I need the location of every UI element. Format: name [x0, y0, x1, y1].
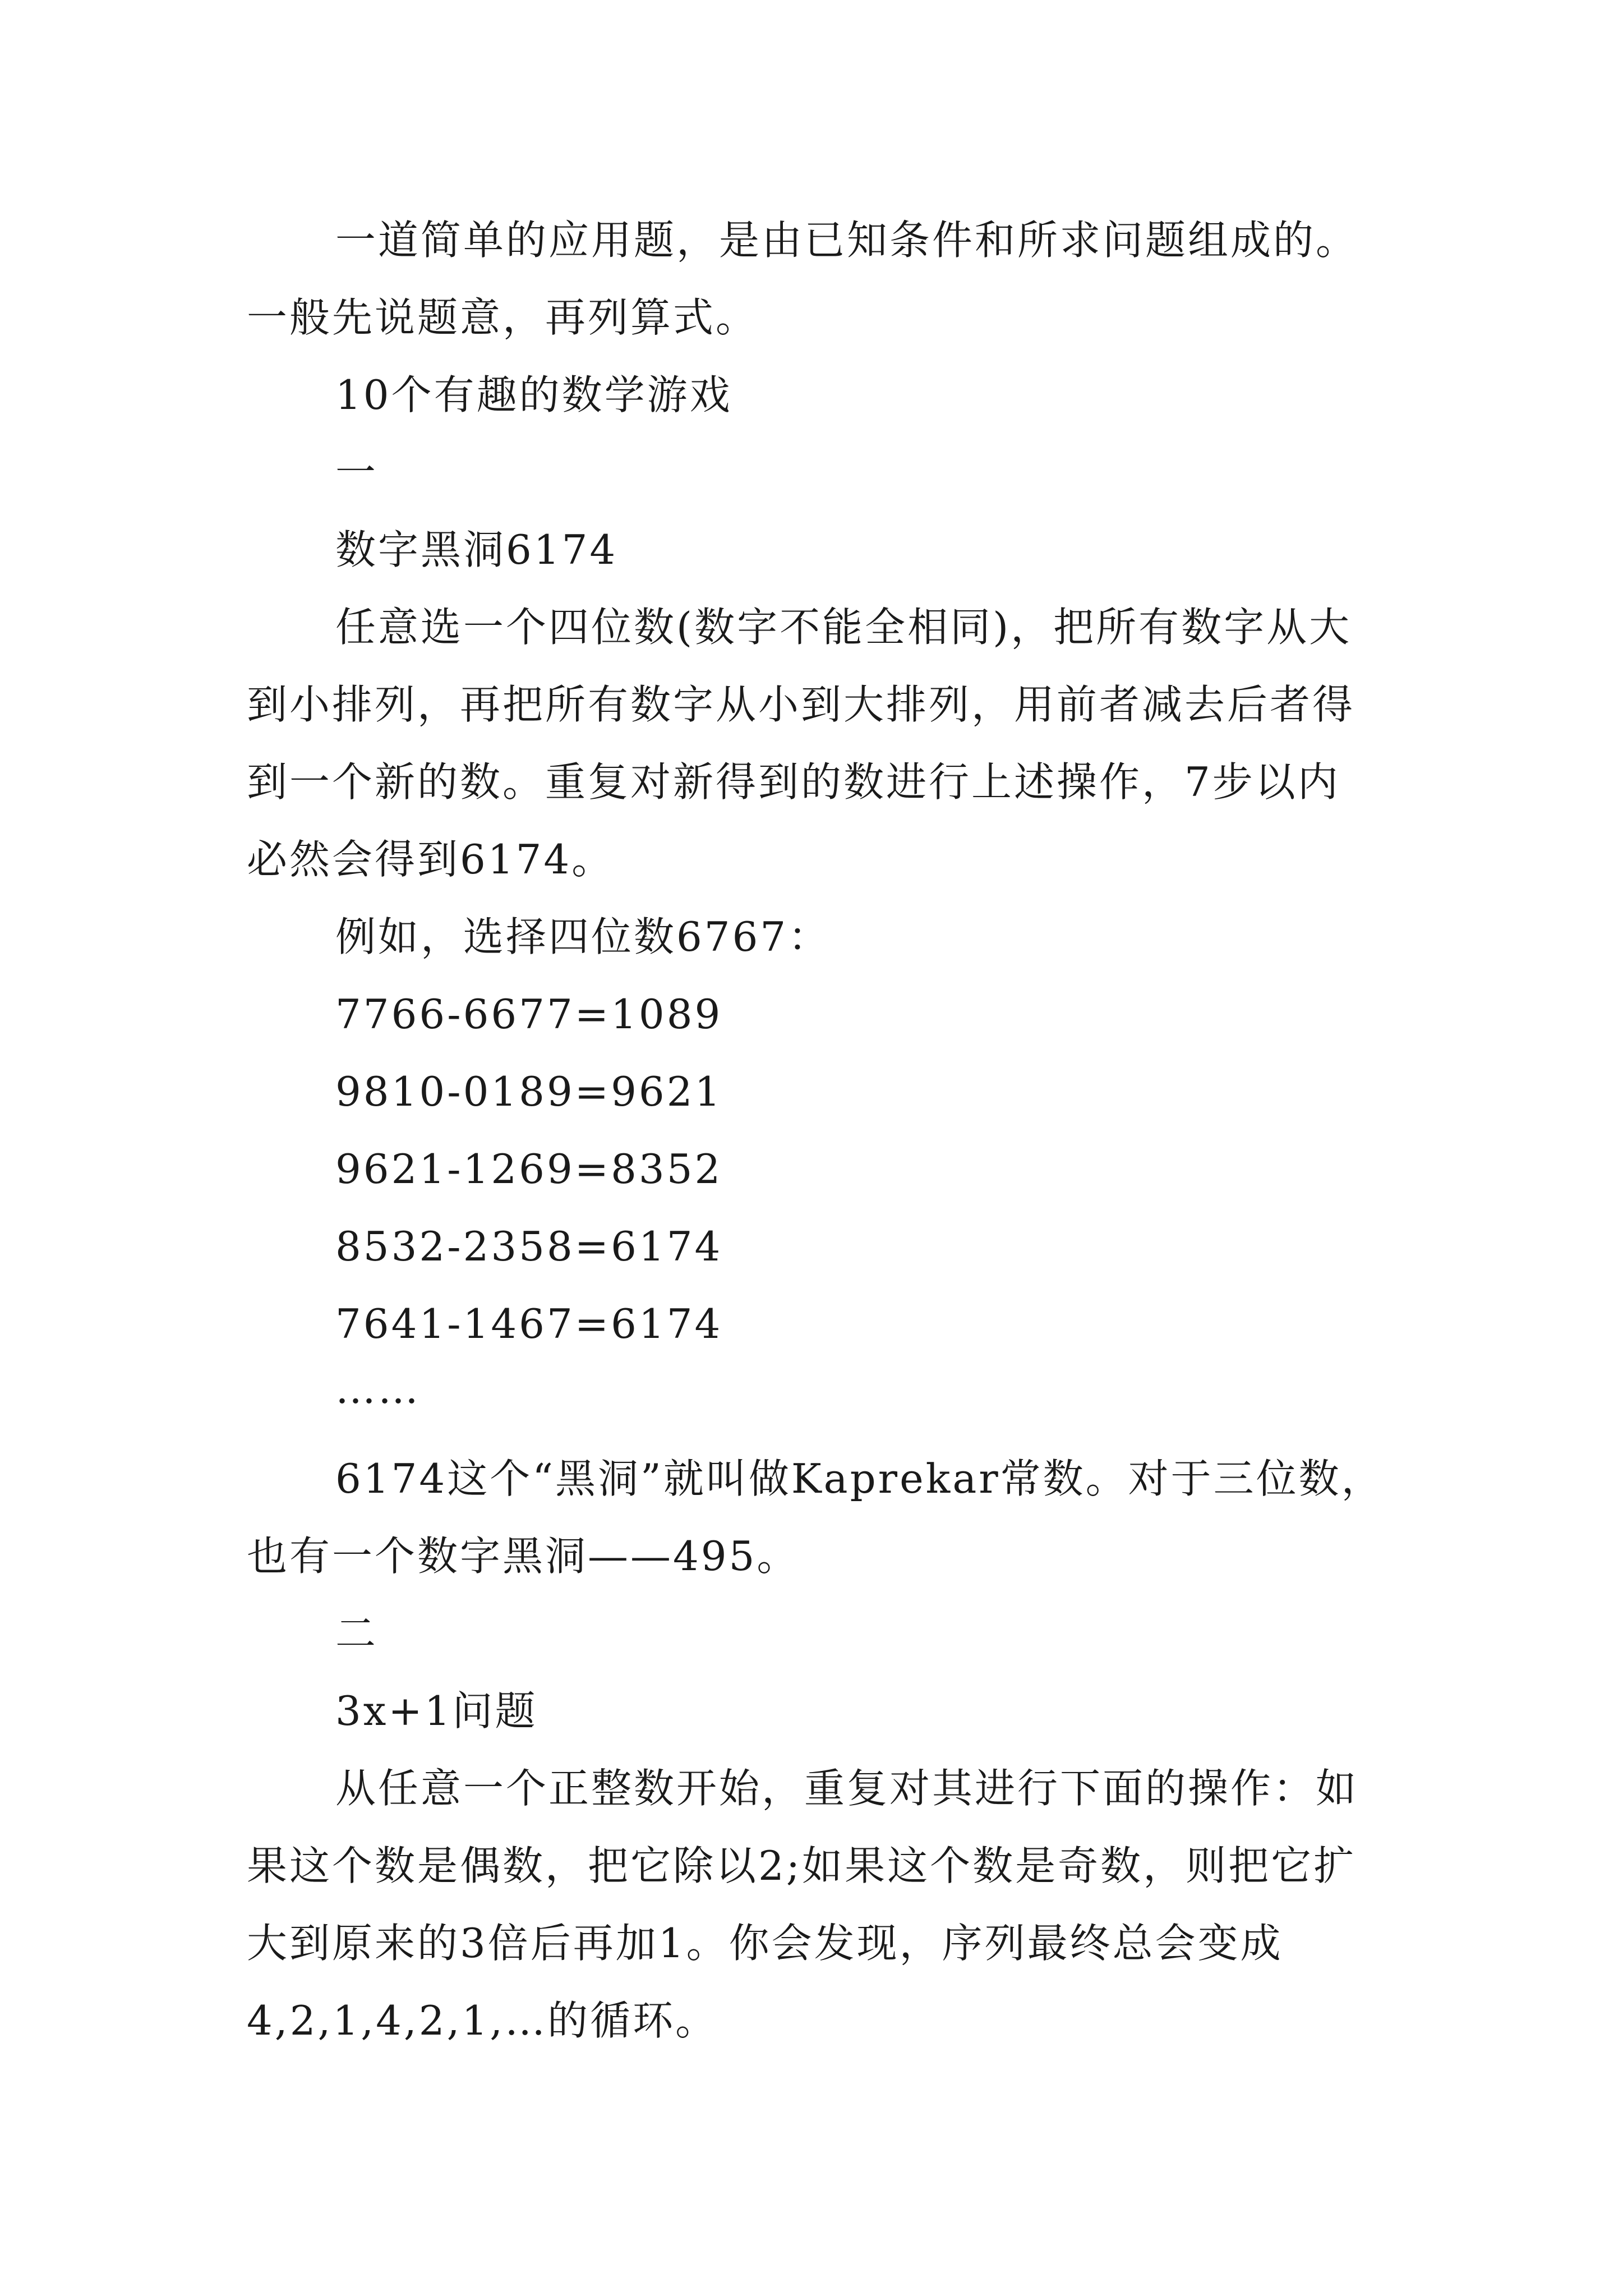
step-ellipsis: …… — [335, 1365, 421, 1412]
section-2-para-1-line-3: 大到原来的3倍后再加1。你会发现，序列最终总会变成 — [247, 1920, 1283, 1967]
section-2-para-1-line-1: 从任意一个正整数开始，重复对其进行下面的操作：如 — [335, 1765, 1359, 1812]
step-2: 9810-0189=9621 — [335, 1068, 723, 1115]
section-1-para-1-line-4: 必然会得到6174。 — [247, 836, 615, 883]
section-2-number: 二 — [335, 1610, 379, 1657]
step-4: 8532-2358=6174 — [335, 1223, 723, 1270]
section-2-para-1-line-4: 4,2,1,4,2,1,…的循环。 — [247, 1997, 718, 2044]
section-1-para-1-line-3: 到一个新的数。重复对新得到的数进行上述操作，7步以内 — [247, 758, 1340, 806]
section-1-number: 一 — [335, 449, 379, 496]
section-1-para-2-line-1: 6174这个“黑洞”就叫做Kaprekar常数。对于三位数， — [335, 1455, 1384, 1502]
intro-line-1: 一道简单的应用题，是由已知条件和所求问题组成的。 — [335, 217, 1359, 264]
section-1-para-1-line-2: 到小排列，再把所有数字从小到大排列，用前者减去后者得 — [247, 681, 1355, 728]
section-1-heading: 数字黑洞6174 — [335, 526, 618, 573]
step-5: 7641-1467=6174 — [335, 1300, 723, 1347]
intro-line-2: 一般先说题意，再列算式。 — [247, 294, 759, 341]
section-2-heading: 3x+1问题 — [335, 1687, 538, 1734]
section-1-para-1-line-1: 任意选一个四位数(数字不能全相同)，把所有数字从大 — [335, 604, 1352, 651]
article-title: 10个有趣的数学游戏 — [335, 371, 732, 418]
example-intro: 例如，选择四位数6767： — [335, 913, 831, 960]
step-3: 9621-1269=8352 — [335, 1145, 723, 1193]
section-2-para-1-line-2: 果这个数是偶数，把它除以2;如果这个数是奇数，则把它扩 — [247, 1842, 1357, 1889]
step-1: 7766-6677=1089 — [335, 991, 723, 1038]
section-1-para-2-line-2: 也有一个数字黑洞——495。 — [247, 1533, 800, 1580]
